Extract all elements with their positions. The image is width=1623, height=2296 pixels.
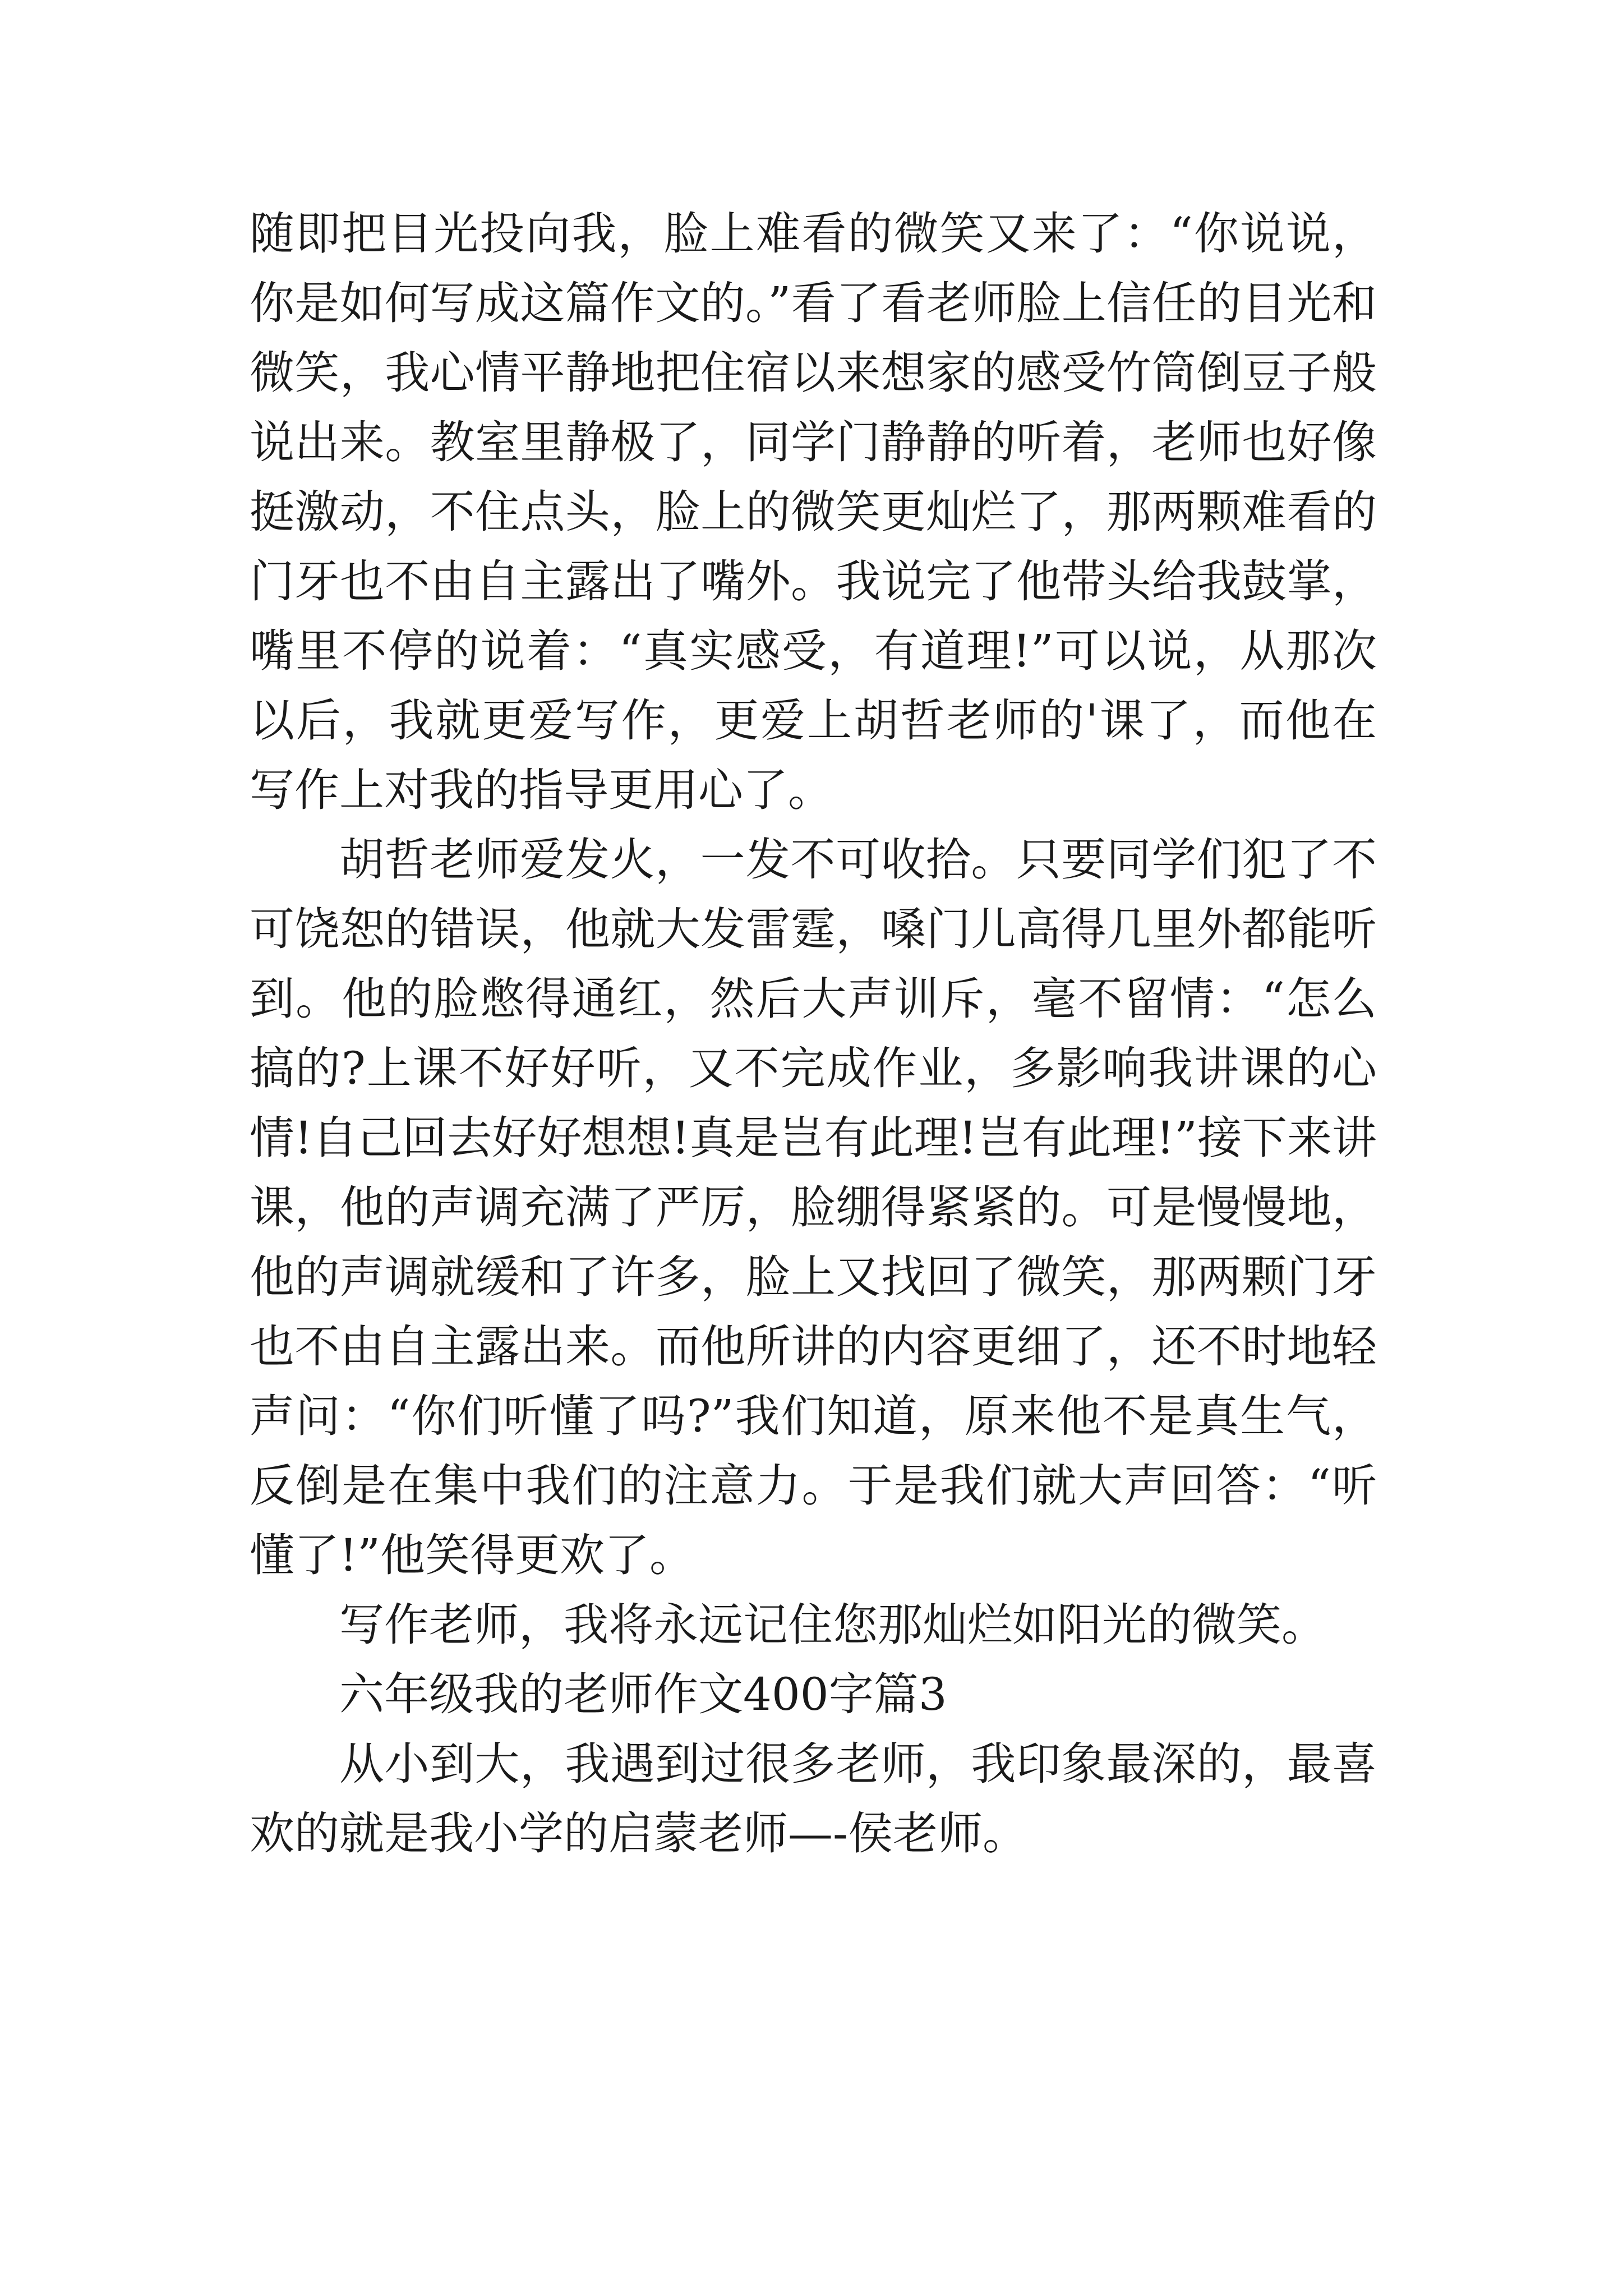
paragraph: 随即把目光投向我，脸上难看的微笑又来了：“你说说，你是如何写成这篇作文的。”看了看老师脸上信任的目光和微笑，我心情平静地把住宿以来想家的感受竹筒倒豆子般说出来。教室里静极了，同学门静静的听着，老师也好像挺激动，不住点头，脸上的微笑更灿烂了，那两颗难看的门牙也不由自主露出了嘴外。我说完了他带头给我鼓掌，嘴里不停的说着：“真实感受，有道理!”可以说，从那次以后，我就更爱写作，更爱上胡哲老师的'课了，而他在写作上对我的指导更用心了。 <box>250 208 1377 816</box>
paragraph: 写作老师，我将永远记住您那灿烂如阳光的微笑。 <box>339 1599 1326 1651</box>
document-body <box>250 199 1377 1869</box>
paragraph: 胡哲老师爱发火，一发不可收拾。只要同学们犯了不可饶恕的错误，他就大发雷霆，嗓门儿高得几里外都能听到。他的脸憋得通红，然后大声训斥，毫不留情：“怎么搞的?上课不好好听，又不完成作业，多影响我讲课的心情!自己回去好好想想!真是岂有此理!岂有此理!”接下来讲课，他的声调充满了严厉，脸绷得紧紧的。可是慢慢地，他的声调就缓和了许多，脸上又找回了微笑，那两颗门牙也不由自主露出来。而他所讲的内容更细了，还不时地轻声问：“你们听懂了吗?”我们知道，原来他不是真生气，反倒是在集中我们的注意力。于是我们就大声回答：“听懂了!”他笑得更欢了。 <box>250 834 1377 1581</box>
section-heading: 六年级我的老师作文400字篇3 <box>339 1668 947 1720</box>
paragraph: 从小到大，我遇到过很多老师，我印象最深的，最喜欢的就是我小学的启蒙老师—-侯老师。 <box>250 1738 1377 1860</box>
